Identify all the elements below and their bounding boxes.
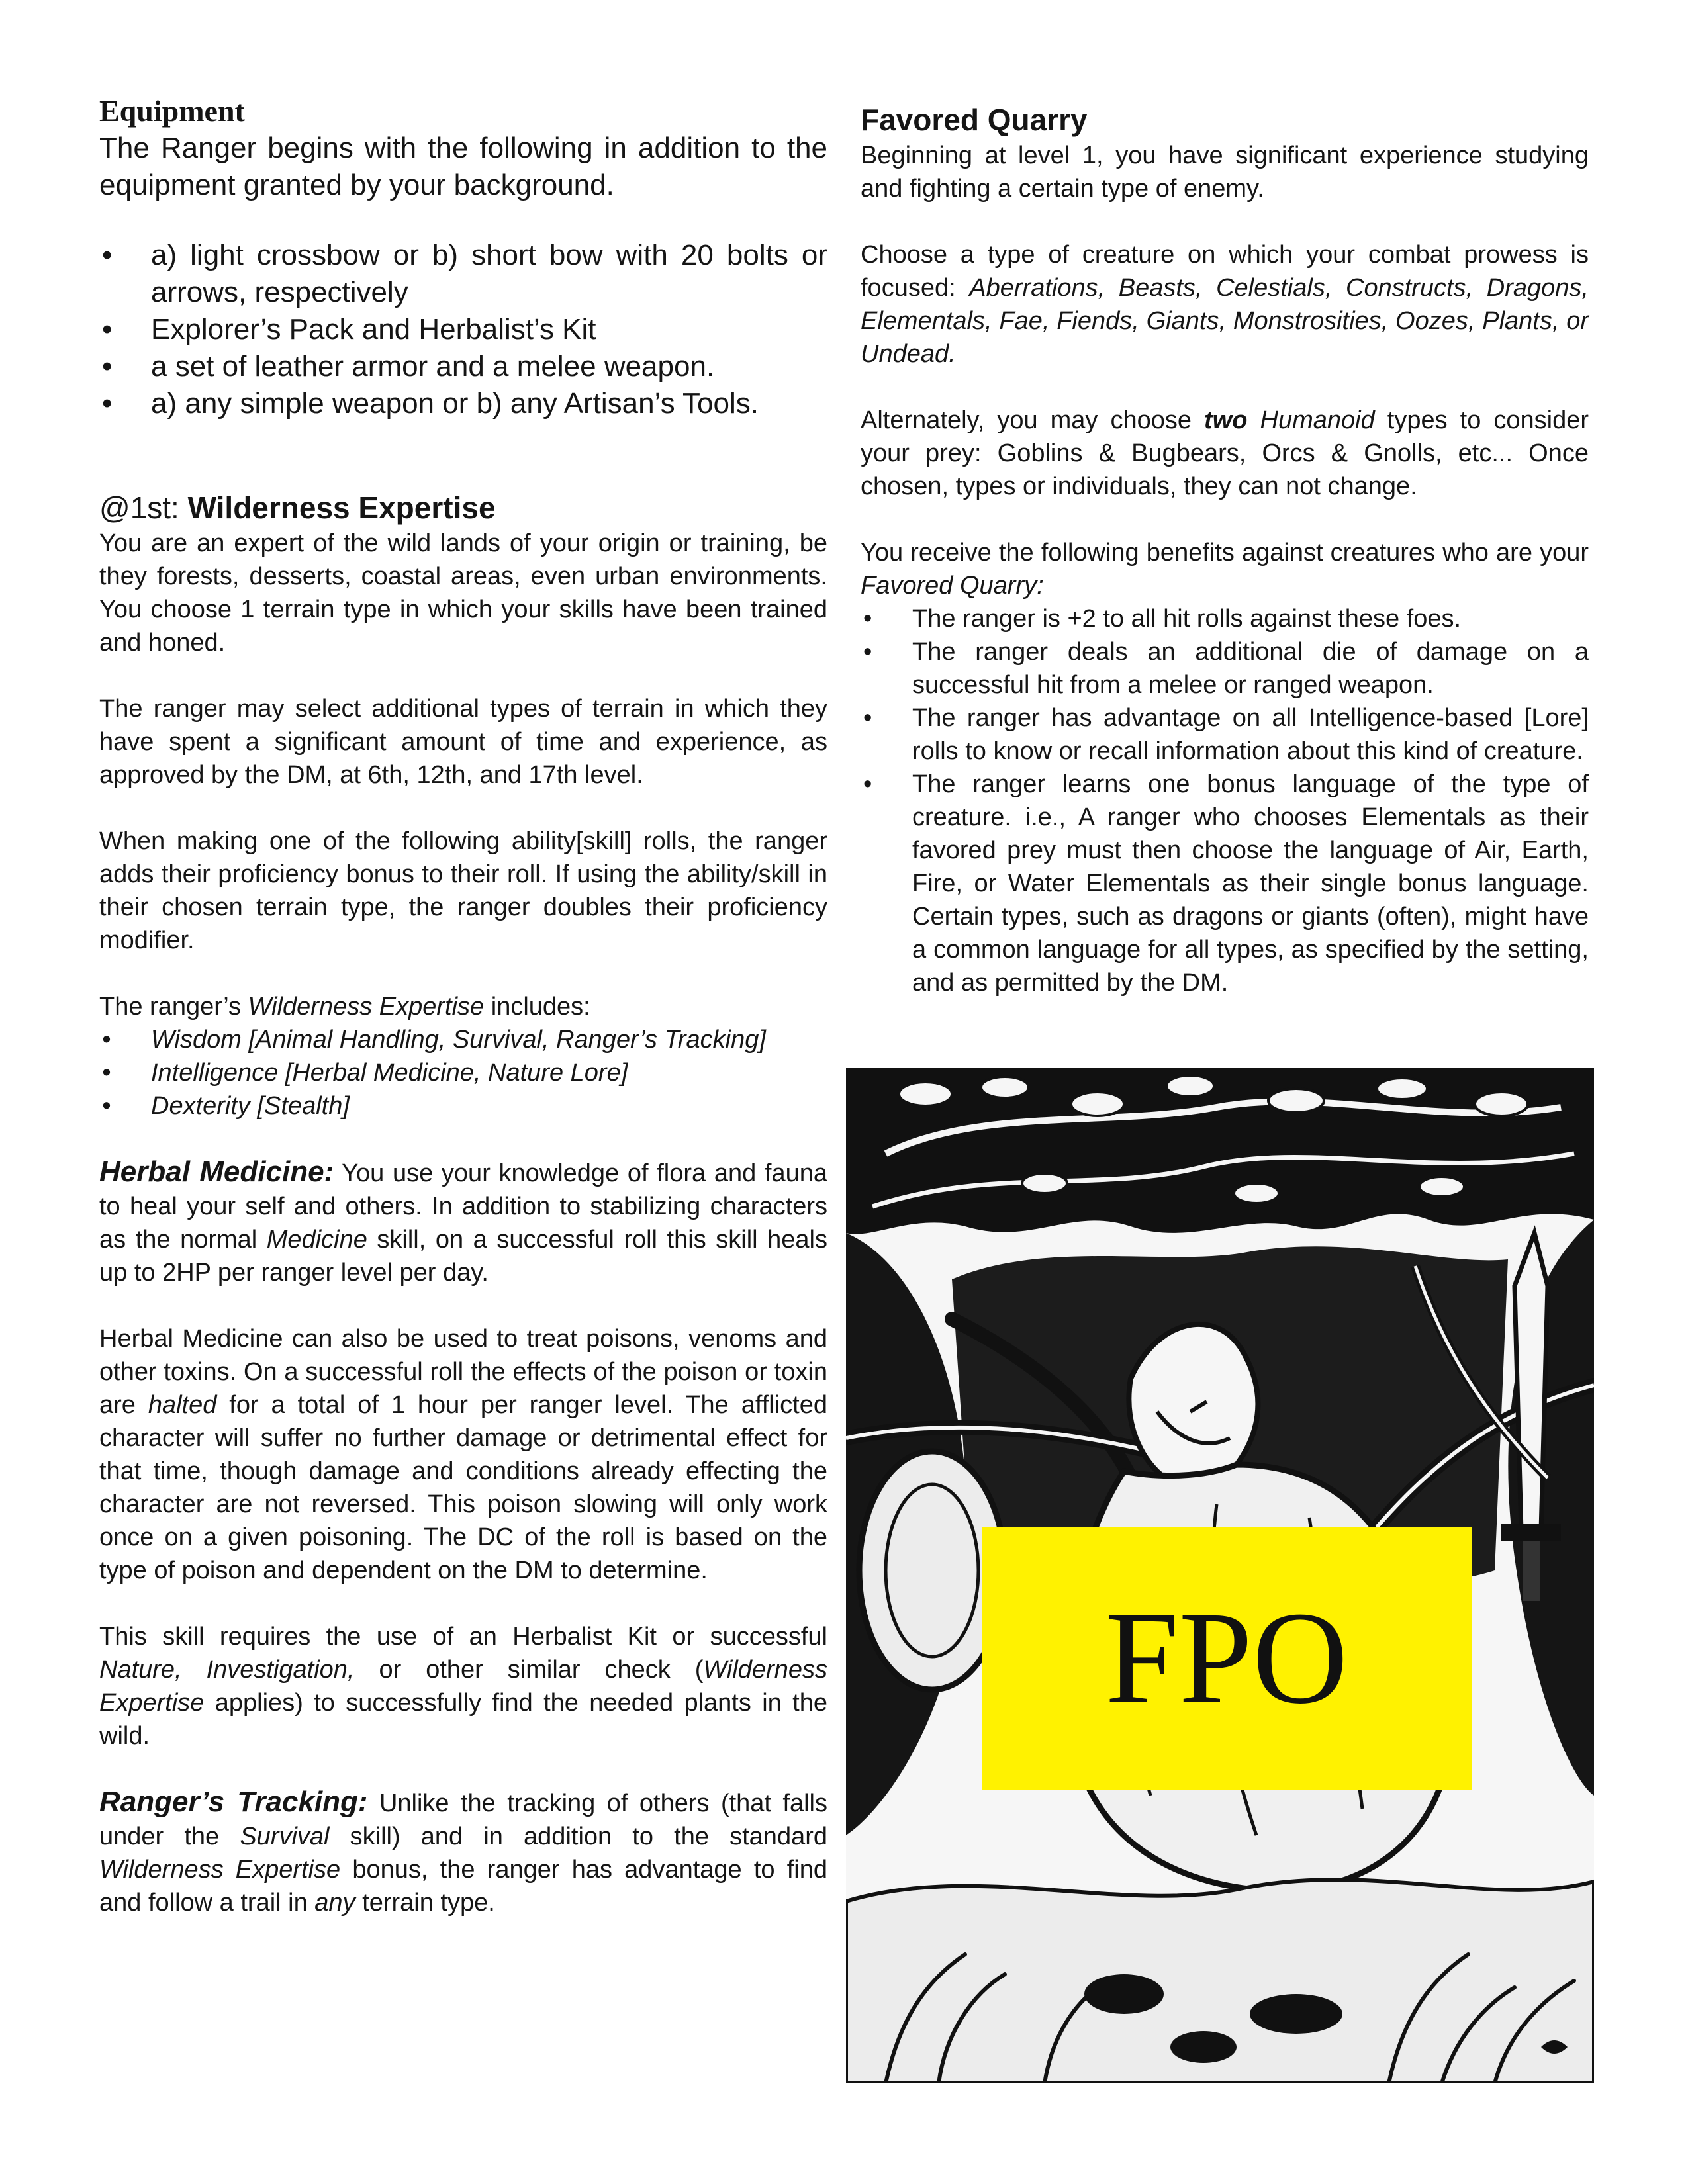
list-item: • Dexterity [Stealth] [99,1089,827,1122]
favored-para-2 [861,238,1589,371]
tracking-para [99,1786,827,1919]
list-item: • The ranger is +2 to all hit rolls against these foes. [861,602,1589,635]
list-item: • Wisdom [Animal Handling, Survival, Ranger’s Tracking] [99,1023,827,1056]
favored-para-3 [861,404,1589,503]
favored-term: Humanoid [1260,406,1375,434]
right-column [861,101,1589,999]
list-item: • The ranger deals an additional die of damage on a successful hit from a melee or ranged weapon. [861,635,1589,702]
level-prefix: @1st: [99,490,188,525]
wilderness-para-2: The ranger may select additional types of terrain in which they have spent a significant amount of time and experience, as approved by the DM, at 6th, 12th, and 17th level. [99,695,827,789]
favored-term: Favored Quarry: [861,572,1044,600]
list-item: • The ranger has advantage on all Intelligence-based [Lore] rolls to know or recall information about this kind of creature. [861,702,1589,768]
equipment-heading: Equipment [99,94,245,128]
herbal-term: Nature, Investigation, [99,1656,355,1684]
favored-para-4 [861,536,1589,602]
list-item: • a) light crossbow or b) short bow with 20 bolts or arrows, respectively [99,237,827,311]
favored-text: types to consider your prey: Goblins & Bugbears, Orcs & Gnolls, etc... Once chosen, types or individuals, they can not change. [861,406,1589,500]
tracking-text: Unlike the tracking of others (that falls under the [99,1790,828,1850]
favored-heading: Favored Quarry [861,103,1088,137]
tracking-text: bonus, the ranger has advantage to find and follow a trail in [99,1856,827,1917]
includes-prefix: The ranger’s [99,993,248,1021]
favored-text [1247,406,1260,434]
favored-para-1: Beginning at level 1, you have significant experience studying and fighting a certain type of enemy. [861,142,1589,203]
wilderness-title: Wilderness Expertise [187,490,496,525]
equipment-intro: The Ranger begins with the following in addition to the equipment granted by your background. [99,132,827,201]
list-item: • The ranger learns one bonus language of the type of creature. i.e., A ranger who chooses Elementals as their favored prey must then choose the language of Air, Earth, Fire, or Water Elementals as their single bonus language. Certain types, such as dragons or giants (often), might have a common language for all types, as specified by the setting, and as permitted by the DM. [861,768,1589,999]
wilderness-para-1: You are an expert of the wild lands of your origin or training, be they forests, desserts, coastal areas, even urban environments. You choose 1 terrain type in which your skills have been trained and honed. [99,529,827,657]
left-column [99,93,827,1919]
tracking-lead: Ranger’s Tracking: [99,1786,368,1818]
favored-text: Choose a type of creature on which your combat prowess is focused: [861,241,1589,302]
tracking-text: terrain type. [355,1889,495,1917]
herbal-term: Wilderness Expertise [99,1656,827,1717]
list-item: • Intelligence [Herbal Medicine, Nature Lore] [99,1056,827,1089]
fpo-placeholder [982,1527,1472,1790]
list-item: • a set of leather armor and a melee weapon. [99,348,827,385]
tracking-term: Survival [240,1823,330,1850]
list-item: • Explorer’s Pack and Herbalist’s Kit [99,311,827,348]
herbal-text: You use your knowledge of flora and fauna to heal your self and others. In addition to stabilizing characters as the normal [99,1160,827,1253]
list-item: • a) any simple weapon or b) any Artisan’s Tools. [99,385,827,422]
includes-suffix: includes: [484,993,590,1021]
fpo-label: FPO [1105,1585,1348,1731]
herbal-text: Herbal Medicine can also be used to treat poisons, venoms and other toxins. On a successful roll the effects of the poison or toxin are [99,1325,827,1419]
tracking-term: any [314,1889,355,1917]
herbal-text: for a total of 1 hour per ranger level. The afflicted character will suffer no further damage or detrimental effect for that time, though damage and conditions already effecting the character are not reversed. This poison slowing will only work once on a given poisoning. The DC of the roll is based on the type of poison and dependent on the DM to determine. [99,1391,827,1584]
favored-emphasis: two [1204,406,1248,434]
includes-term: Wilderness Expertise [248,993,485,1021]
herbal-term: halted [148,1391,217,1419]
herbal-para-2 [99,1322,827,1587]
wilderness-para-3: When making one of the following ability[skill] rolls, the ranger adds their proficiency bonus to their roll. If using the ability/skill in their chosen terrain type, the ranger doubles their proficiency modifier. [99,827,827,954]
favored-text: Alternately, you may choose [861,406,1205,434]
herbal-para-3 [99,1620,827,1752]
herbal-term: Medicine [266,1226,367,1253]
herbal-para-1 [99,1156,827,1289]
equipment-list [99,237,827,422]
benefits-list [861,602,1589,999]
herbal-text: skill, on a successful roll this skill heals up to 2HP per ranger level per day. [99,1226,827,1287]
wilderness-heading [99,488,827,527]
tracking-text: skill) and in addition to the standard [329,1823,827,1850]
herbal-lead: Herbal Medicine: [99,1156,334,1188]
herbal-text: or other similar check ( [354,1656,704,1684]
creature-types: Aberrations, Beasts, Celestials, Constructs, Dragons, Elementals, Fae, Fiends, Giants, Monstrosities, Oozes, Plants, or Undead. [861,274,1589,368]
favored-text: You receive the following benefits against creatures who are your [861,539,1589,567]
wilderness-includes [99,990,827,1023]
tracking-term: Wilderness Expertise [99,1856,341,1884]
herbal-text: This skill requires the use of an Herbalist Kit or successful [99,1623,827,1651]
herbal-text: applies) to successfully find the needed plants in the wild. [99,1689,827,1750]
skills-list [99,1023,827,1122]
